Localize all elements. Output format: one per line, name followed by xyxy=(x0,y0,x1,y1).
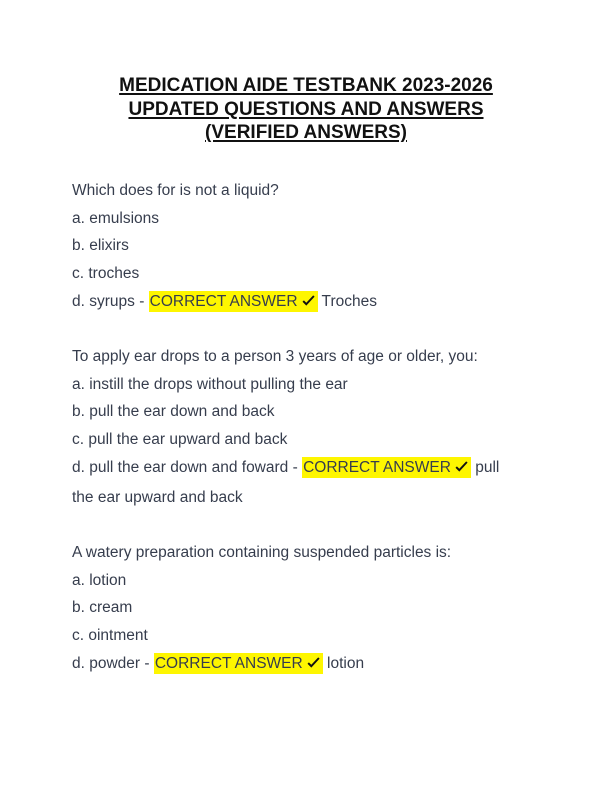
option-a: a. instill the drops without pulling the ear xyxy=(72,375,348,393)
question-list xyxy=(72,177,542,679)
answer-text-continued: the ear upward and back xyxy=(72,489,243,506)
option-b: b. elixirs xyxy=(72,237,129,254)
option-d-with-answer xyxy=(72,649,542,679)
answer-text: lotion xyxy=(327,655,365,672)
correct-answer-label: CORRECT ANSWER xyxy=(154,655,303,672)
correct-answer-label: CORRECT ANSWER xyxy=(149,293,298,310)
option-c: c. troches xyxy=(72,264,140,282)
option-b: b. pull the ear down and back xyxy=(72,403,275,420)
answer-text: pull xyxy=(475,459,500,476)
question-text: Which does for is not a liquid? xyxy=(72,182,279,199)
question-block-2 xyxy=(72,343,542,513)
option-d: d. syrups - xyxy=(72,293,149,310)
document-title xyxy=(60,74,552,145)
question-text: To apply ear drops to a person 3 years of age or older, you: xyxy=(72,348,478,365)
checkmark-icon xyxy=(301,294,316,308)
correct-answer-highlight xyxy=(154,653,323,674)
answer-text: Troches xyxy=(321,293,377,310)
question-block-1 xyxy=(72,177,542,317)
option-a: a. lotion xyxy=(72,571,127,589)
option-d: d. powder - xyxy=(72,655,154,672)
question-block-3 xyxy=(72,539,542,679)
option-d-with-answer xyxy=(72,453,542,483)
correct-answer-label: CORRECT ANSWER xyxy=(303,459,451,476)
option-a: a. emulsions xyxy=(72,209,160,227)
correct-answer-highlight xyxy=(149,291,318,312)
option-d: d. pull the ear down and foward - xyxy=(72,459,303,476)
option-c: c. ointment xyxy=(72,626,148,644)
checkmark-icon xyxy=(454,460,469,474)
option-c: c. pull the ear upward and back xyxy=(72,430,288,448)
option-b: b. cream xyxy=(72,599,133,616)
option-d-with-answer xyxy=(72,287,542,317)
title-line-2: UPDATED QUESTIONS AND ANSWERS xyxy=(128,98,484,120)
title-line-3: (VERIFIED ANSWERS) xyxy=(205,122,407,143)
checkmark-icon xyxy=(306,656,321,670)
title-line-1: MEDICATION AIDE TESTBANK 2023-2026 xyxy=(119,75,493,96)
question-text: A watery preparation containing suspended particles is: xyxy=(72,544,452,561)
correct-answer-highlight xyxy=(302,457,471,478)
